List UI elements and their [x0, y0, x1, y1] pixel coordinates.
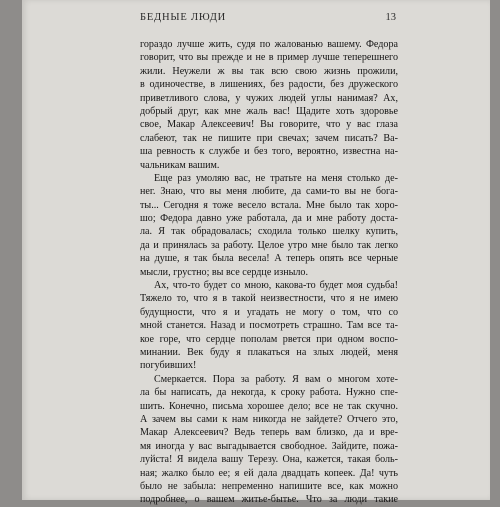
text-line: мной станется. Назад и посмотреть страшно. Там все та- — [140, 320, 398, 332]
running-header — [140, 12, 396, 30]
text-line: ша ревность к службе и без того, вероятно, известна на- — [140, 146, 398, 158]
text-line: Ах, что-то будет со мною, какова-то будет моя судьба! — [154, 280, 398, 292]
text-line: ла. Я так обрадовалась; сходила только шелку купить, — [140, 226, 398, 238]
text-line: свое, Макар Алексеевич! Вы говорите, что у вас глаза — [140, 119, 398, 131]
text-line: Тяжело то, что я в такой неизвестности, что я не имею — [140, 293, 398, 305]
paragraph — [140, 373, 398, 507]
text-line: было не забыла: непременно напишите все, как можно — [140, 480, 398, 492]
text-line: шо; Федора давно уже работала, да и мне работу доста- — [140, 213, 398, 225]
text-line: кое горе, что сердце пополам рвется при одном воспо- — [140, 333, 398, 345]
page-number: 13 — [385, 12, 396, 23]
text-line: мысли, грустно; вы все сердце изныло. — [140, 266, 309, 278]
text-line: да и принялась за работу. Целое утро мне было так легко — [140, 239, 398, 251]
paragraph — [140, 38, 398, 172]
paragraph — [140, 172, 398, 279]
text-line: А зачем вы сами к нам никогда не зайдете? Отчего это, — [140, 413, 398, 425]
text-line: луйста! Я видела вашу Терезу. Она, кажется, такая боль- — [140, 454, 398, 466]
text-line: будущности, что я и угадать не могу о том, что со — [140, 306, 398, 318]
text-line: слабеют, так не пишите при свечах; зачем писать? Ва- — [140, 132, 398, 144]
text-line: ная; жалко было ее; я ей дала двадцать копеек. Да! чуть — [140, 467, 398, 479]
text-line: шить. Конечно, письма хорошее дело; все не так скучно. — [140, 400, 398, 412]
text-line: Смеркается. Пора за работу. Я вам о многом хоте- — [154, 373, 398, 385]
text-line: чальникам вашим. — [140, 159, 220, 171]
text-line: ты... Сегодня я тоже весело встала. Мне было так хоро- — [140, 199, 398, 211]
text-line: ла бы написать, да некогда, к сроку работа. Нужно спе- — [140, 387, 398, 399]
running-title: БЕДНЫЕ ЛЮДИ — [140, 12, 227, 23]
text-line: гораздо лучше жить, судя по жалованью вашему. Федора — [140, 39, 398, 50]
text-line: мя иногда у вас выгадывается свободное. Зайдите, пожа- — [140, 440, 398, 452]
text-line: минании. Век буду я плакаться на злых людей, меня — [140, 346, 398, 358]
text-line: Еще раз умоляю вас, не тратьте на меня столько де- — [154, 172, 398, 184]
text-line: жили. Неужели ж вы так всю свою жизнь прожили, — [140, 65, 398, 77]
text-line: добрый друг, как мне жаль вас! Щадите хоть здоровье — [140, 105, 398, 117]
text-line: приветливого слова, у чужих людей углы нанимая? Ах, — [140, 92, 398, 104]
book-page — [22, 0, 490, 506]
text-line: говорит, что вы прежде и не в пример лучше теперешнего — [140, 52, 398, 64]
paragraph — [140, 279, 398, 373]
text-line: погубивших! — [140, 360, 197, 372]
text-line: нег. Знаю, что вы меня любите, да сами-то вы не бога- — [140, 186, 398, 198]
text-line: Макар Алексеевич? Ведь теперь вам близко, да и вре- — [140, 427, 398, 439]
text-line: в одиночестве, в лишениях, без радости, без дружеского — [140, 79, 398, 91]
text-line: на душе, я так была весела! А теперь опять все черные — [140, 253, 398, 265]
body-text — [140, 38, 398, 507]
text-line: подробнее, о вашем житье-бытье. Что за люди такие — [140, 494, 398, 506]
